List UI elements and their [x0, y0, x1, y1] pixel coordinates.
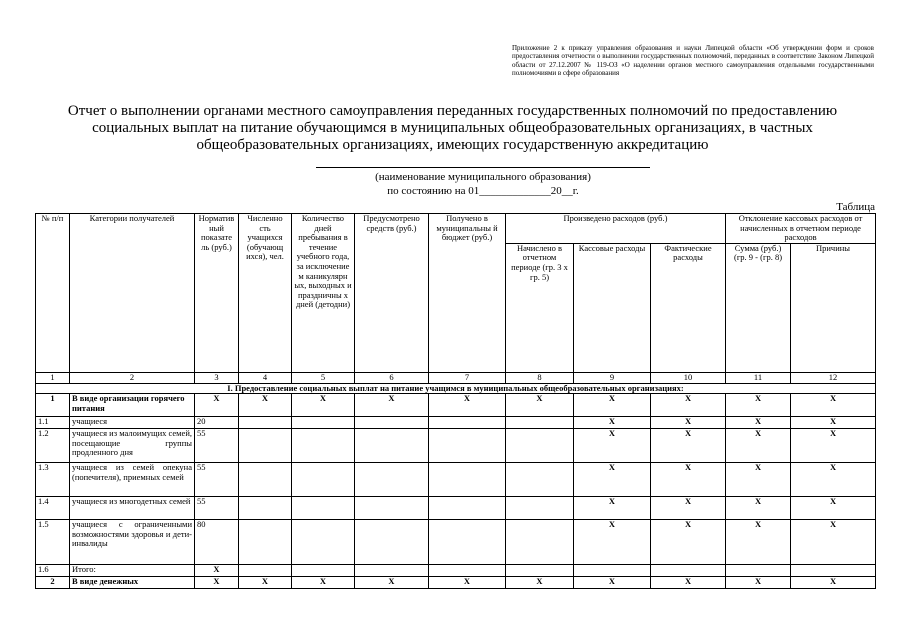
cell-c7[interactable] — [429, 520, 506, 565]
column-number-4: 4 — [239, 373, 292, 384]
column-number-2: 2 — [70, 373, 195, 384]
cell-c10[interactable] — [651, 565, 726, 577]
table-row — [36, 520, 876, 565]
cell-c9[interactable]: X — [574, 394, 651, 417]
cell-c9[interactable]: X — [574, 497, 651, 520]
cell-c8[interactable]: X — [506, 577, 574, 589]
cell-c11[interactable]: X — [726, 394, 791, 417]
column-number-7: 7 — [429, 373, 506, 384]
column-number-3: 3 — [195, 373, 239, 384]
cell-c7[interactable]: X — [429, 577, 506, 589]
header-norm: Норматив ный показате ль (руб.) — [195, 214, 239, 373]
cell-c7[interactable] — [429, 565, 506, 577]
cell-c12[interactable]: X — [791, 520, 876, 565]
cell-c4[interactable] — [239, 565, 292, 577]
cell-c4[interactable] — [239, 417, 292, 429]
cell-c4[interactable]: X — [239, 394, 292, 417]
header-expenses: Произведено расходов (руб.) — [506, 214, 726, 244]
cell-n[interactable]: 1.1 — [36, 417, 70, 429]
cell-c3[interactable]: X — [195, 394, 239, 417]
cell-c7[interactable] — [429, 417, 506, 429]
column-number-11: 11 — [726, 373, 791, 384]
column-number-6: 6 — [355, 373, 429, 384]
column-number-row — [36, 373, 876, 384]
section-row — [36, 383, 876, 394]
header-deviation: Отклонение кассовых расходов от начисленных в отчетном периоде расходов — [726, 214, 876, 244]
cell-c7[interactable] — [429, 429, 506, 463]
cell-cat[interactable]: учащиеся — [70, 417, 195, 429]
cell-c9[interactable]: X — [574, 429, 651, 463]
cell-c9[interactable]: X — [574, 520, 651, 565]
cell-c11[interactable] — [726, 565, 791, 577]
cell-c5[interactable] — [292, 565, 355, 577]
cell-c8[interactable] — [506, 417, 574, 429]
table-row — [36, 463, 876, 497]
cell-c11[interactable]: X — [726, 429, 791, 463]
cell-cat[interactable]: В виде денежных — [70, 577, 195, 589]
table-row — [36, 417, 876, 429]
cell-c6[interactable] — [355, 429, 429, 463]
header-num: № п/п — [36, 214, 70, 373]
header-reasons: Причины — [791, 243, 876, 372]
header-row-1 — [36, 214, 876, 244]
table-row — [36, 429, 876, 463]
cell-c10[interactable]: X — [651, 520, 726, 565]
cell-c4[interactable]: X — [239, 577, 292, 589]
cell-c6[interactable] — [355, 417, 429, 429]
cell-n[interactable]: 1.6 — [36, 565, 70, 577]
cell-cat[interactable]: Итого: — [70, 565, 195, 577]
cell-c5[interactable] — [292, 497, 355, 520]
cell-c6[interactable] — [355, 520, 429, 565]
cell-c4[interactable] — [239, 463, 292, 497]
column-number-8: 8 — [506, 373, 574, 384]
cell-c9[interactable] — [574, 565, 651, 577]
appendix-note: Приложение 2 к приказу управления образования и науки Липецкой области «Об утверждении форм и сроков предоставления отчетности о выполнении государственных полномочий, переданных в соответствие Законом Липецкой области от 27.12.2007 № 119-ОЗ «О наделении органов местного самоуправления отдельными государственными полномочиями в сфере образования — [512, 44, 874, 78]
header-received: Получено в муниципальны й бюджет (руб.) — [429, 214, 506, 373]
cell-c8[interactable] — [506, 565, 574, 577]
cell-c3[interactable]: X — [195, 577, 239, 589]
cell-c9[interactable]: X — [574, 577, 651, 589]
municipality-label: (наименование муниципального образования) — [375, 171, 591, 183]
cell-cat[interactable]: учащиеся из семей опекуна (попечителя), приемных семей — [70, 463, 195, 497]
cell-c7[interactable]: X — [429, 394, 506, 417]
cell-c3[interactable]: 20 — [195, 417, 239, 429]
cell-c8[interactable]: X — [506, 394, 574, 417]
title-line-3: общеобразовательных организациях, имеющих государственную аккредитацию — [196, 137, 709, 153]
cell-c11[interactable]: X — [726, 417, 791, 429]
header-actual: Фактические расходы — [651, 243, 726, 372]
cell-c7[interactable] — [429, 463, 506, 497]
cell-c10[interactable]: X — [651, 497, 726, 520]
cell-c6[interactable]: X — [355, 577, 429, 589]
header-category: Категории получателей — [70, 214, 195, 373]
cell-c12[interactable]: X — [791, 577, 876, 589]
cell-c3[interactable]: 55 — [195, 497, 239, 520]
cell-c10[interactable]: X — [651, 429, 726, 463]
header-days: Количество дней пребывания в течение учебного года, за исключение м каникулярн ых, выходных и праздничны х дней (детодни) — [292, 214, 355, 373]
cell-c8[interactable] — [506, 463, 574, 497]
column-number-10: 10 — [651, 373, 726, 384]
table-label: Таблица — [836, 201, 875, 213]
cell-n[interactable]: 1.3 — [36, 463, 70, 497]
as-of-date: по состоянию на 01_____________20__г. — [387, 185, 579, 197]
cell-c5[interactable] — [292, 417, 355, 429]
cell-c10[interactable]: X — [651, 577, 726, 589]
cell-c5[interactable]: X — [292, 394, 355, 417]
cell-c8[interactable] — [506, 497, 574, 520]
column-number-5: 5 — [292, 373, 355, 384]
cell-c10[interactable]: X — [651, 394, 726, 417]
cell-c8[interactable] — [506, 429, 574, 463]
cell-c12[interactable]: X — [791, 497, 876, 520]
cell-c4[interactable] — [239, 497, 292, 520]
cell-cat[interactable]: В виде организации горячего питания — [70, 394, 195, 417]
cell-c12[interactable]: X — [791, 394, 876, 417]
table-row — [36, 394, 876, 417]
cell-c4[interactable] — [239, 520, 292, 565]
header-count: Численно сть учащихся (обучающ ихся), чел. — [239, 214, 292, 373]
cell-n[interactable]: 1.2 — [36, 429, 70, 463]
cell-c3[interactable]: 55 — [195, 429, 239, 463]
cell-c6[interactable] — [355, 497, 429, 520]
cell-cat[interactable]: учащиеся из малоимущих семей, посещающие группы продленного дня — [70, 429, 195, 463]
cell-c12[interactable]: X — [791, 429, 876, 463]
cell-c3[interactable]: X — [195, 565, 239, 577]
table-row — [36, 497, 876, 520]
column-number-9: 9 — [574, 373, 651, 384]
header-accrued: Начислено в отчетном периоде (гр. 3 х гр. 5) — [506, 243, 574, 372]
cell-c12[interactable]: X — [791, 463, 876, 497]
section-title: I. Предоставление социальных выплат на питание учащимся в муниципальных общеобразовательных организациях: — [36, 383, 876, 394]
header-cash: Кассовые расходы — [574, 243, 651, 372]
cell-c6[interactable] — [355, 463, 429, 497]
cell-c5[interactable] — [292, 429, 355, 463]
column-number-12: 12 — [791, 373, 876, 384]
cell-c5[interactable] — [292, 463, 355, 497]
cell-c10[interactable]: X — [651, 463, 726, 497]
cell-c5[interactable] — [292, 520, 355, 565]
cell-cat[interactable]: учащиеся из многодетных семей — [70, 497, 195, 520]
cell-n[interactable]: 1 — [36, 394, 70, 417]
cell-c11[interactable]: X — [726, 577, 791, 589]
table-row — [36, 577, 876, 589]
cell-n[interactable]: 1.4 — [36, 497, 70, 520]
cell-c11[interactable]: X — [726, 520, 791, 565]
cell-n[interactable]: 2 — [36, 577, 70, 589]
table-row — [36, 565, 876, 577]
report-table — [35, 213, 876, 589]
cell-c4[interactable] — [239, 429, 292, 463]
cell-c6[interactable]: X — [355, 394, 429, 417]
cell-c12[interactable]: X — [791, 417, 876, 429]
cell-c7[interactable] — [429, 497, 506, 520]
cell-c12[interactable] — [791, 565, 876, 577]
column-number-1: 1 — [36, 373, 70, 384]
title-line-2: социальных выплат на питание обучающимся в муниципальных общеобразовательных организациях, в частных — [92, 120, 813, 136]
municipality-underline — [316, 167, 650, 168]
header-planned: Предусмотрено средств (руб.) — [355, 214, 429, 373]
cell-c6[interactable] — [355, 565, 429, 577]
cell-c5[interactable]: X — [292, 577, 355, 589]
header-sum: Сумма (руб.) (гр. 9 - (гр. 8) — [726, 243, 791, 372]
cell-c3[interactable]: 55 — [195, 463, 239, 497]
report-title — [20, 103, 885, 154]
cell-c11[interactable]: X — [726, 463, 791, 497]
cell-c9[interactable]: X — [574, 417, 651, 429]
cell-c3[interactable]: 80 — [195, 520, 239, 565]
cell-n[interactable]: 1.5 — [36, 520, 70, 565]
cell-cat[interactable]: учащиеся с ограниченными возможностями здоровья и дети-инвалиды — [70, 520, 195, 565]
cell-c10[interactable]: X — [651, 417, 726, 429]
title-line-1: Отчет о выполнении органами местного самоуправления переданных государственных полномочий по предоставлению — [67, 103, 838, 119]
cell-c11[interactable]: X — [726, 497, 791, 520]
cell-c9[interactable]: X — [574, 463, 651, 497]
cell-c8[interactable] — [506, 520, 574, 565]
